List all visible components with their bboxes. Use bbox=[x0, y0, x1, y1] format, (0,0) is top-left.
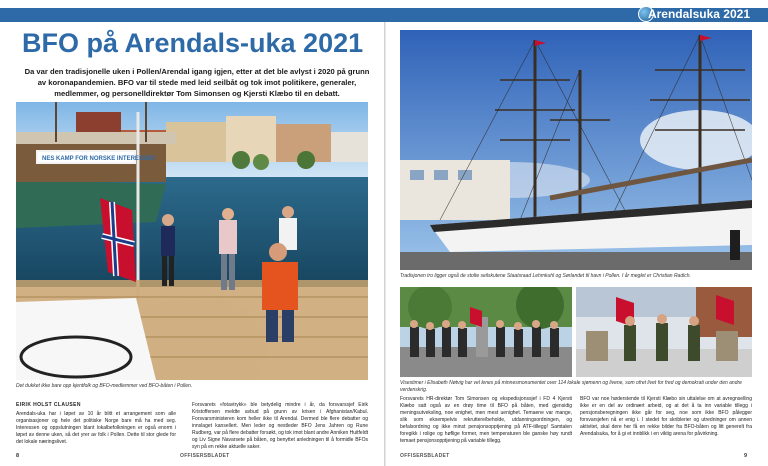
tallship-photo bbox=[400, 30, 752, 270]
tallship-illustration bbox=[400, 30, 752, 270]
magazine-name-left: OFFISERSBLADET bbox=[180, 453, 230, 459]
article-lead: Da var den tradisjonelle uken i Pollen/Arendal igang igjen, etter at det ble avlyst i 2020 på grunn av koronapandemien. BFO var til stede med leid seilbåt og tok imot politikere, generaler, medlemmer, og personelldirektør Tom Simonsen og Kjersti Klæbo til en debatt. bbox=[24, 67, 370, 98]
ceremony-photo-left bbox=[400, 287, 572, 377]
ceremony-photo-caption: Visestimer i Elisabeth Nøtvig har vel lenes på minnesmonumentet over 114 lokale sjømenn og livene, som ofret livet for fred og demokrati under den andre verdenskrig. bbox=[400, 380, 742, 393]
svg-text:NES KAMP FOR NORSKE INTERESSER: NES KAMP FOR NORSKE INTERESSER bbox=[42, 156, 156, 162]
article-byline: EIRIK HOLST CLAUSEN bbox=[16, 402, 81, 408]
magazine-name-right: OFFISERSBLADET bbox=[400, 453, 450, 459]
left-page-column-2: Forsvarets «fotavtrykk» ble betydelig mindre i år, da forsvarssjef Eirik Kristoffersen meldte avbud på grunn av krisen i Afghanistan/Kabul. Forsvarsministeren kom heller ikke til Arendal. Dermed ble flere debatter og innslaget kansellert. Men leder og nestleder BFO Jens Jahren og Rune Rudberg, var på flere debatter forsøkt, og tok imot blant andre Anniken Huitfeldt og Liv Signe Navarsete på båten, og benyttet anledningen til å formidle BFOs syn på en rekke aktuelle saker. bbox=[192, 402, 368, 450]
boat-harbour-illustration bbox=[16, 102, 368, 380]
left-page-column-1: Arendals-uka har i løpet av 10 år blitt et arrangement som alle organisasjoner og hele det politiske Norge bare må ha med seg. Interessen og oppslutningen blant lokalbefolkningen er også enorm i løpet av denne uken, så det yrer av folk i Pollen. Dette til stor glede for det lokale næringslivet. bbox=[16, 411, 176, 445]
right-page-column-2: BFO var noe høderstende til Kjersti Klæbo sin uttalelse om at avregnselling ikke er en del av ordinært arbeid, og at det å ta inn variable tillegg i pensjonsberegningen ikke går for seg, noe som ikke BFO pålegger forsvarsjefen nå er enig i. I stedet for skriblerier og utredninger om annen aktivitet, skal dere her få en rekke bilder fra BFO-båten og litt generelt fra Arendalsuka, for å gi et innblikk i en viktig arena for påvirkning. bbox=[580, 396, 752, 437]
boat-harbour-photo bbox=[16, 102, 368, 380]
ceremony-illustration-left bbox=[400, 287, 572, 377]
right-page-column-1: Forsvarets HR-direktør Tom Simonsen og ekspedisjonssjef i FD 4 Kjersti Klæbo satt også av en drøy time til BFO på båten, med gjensidig meningsutveksling, noe enighet, men mest uenighet. Temaene var mange, slik som eksempelvis rekruttere/beholde, utdanningsordningen, og befalsordning og ikke minst pensjonsopptjening på ATF-tillegg! Samtalen foregikk i rolige og høflige former, men temperaturen ble ganske høy rundt temaet pensjonsopptjening på variable tillegg. bbox=[400, 396, 572, 444]
section-title: Arendalsuka 2021 bbox=[647, 7, 750, 21]
ceremony-illustration-right bbox=[576, 287, 752, 377]
article-headline: BFO på Arendals-uka 2021 bbox=[22, 28, 364, 58]
boat-photo-caption: Det dukket ikke bare opp kjentfolk og BFO-medlemmer ved BFO-båten i Pollen. bbox=[16, 383, 193, 389]
page-number-right: 9 bbox=[744, 453, 748, 459]
tallship-photo-caption: Tradisjonen tro ligger også de stolte seilskutene Staatsraad Lehmkuhl og Sørlandet til havn i Pollen. I år meglet er Christian Radich. bbox=[400, 273, 691, 279]
page-gutter bbox=[384, 22, 386, 466]
ceremony-photo-right bbox=[576, 287, 752, 377]
page-number-left: 8 bbox=[16, 453, 20, 459]
